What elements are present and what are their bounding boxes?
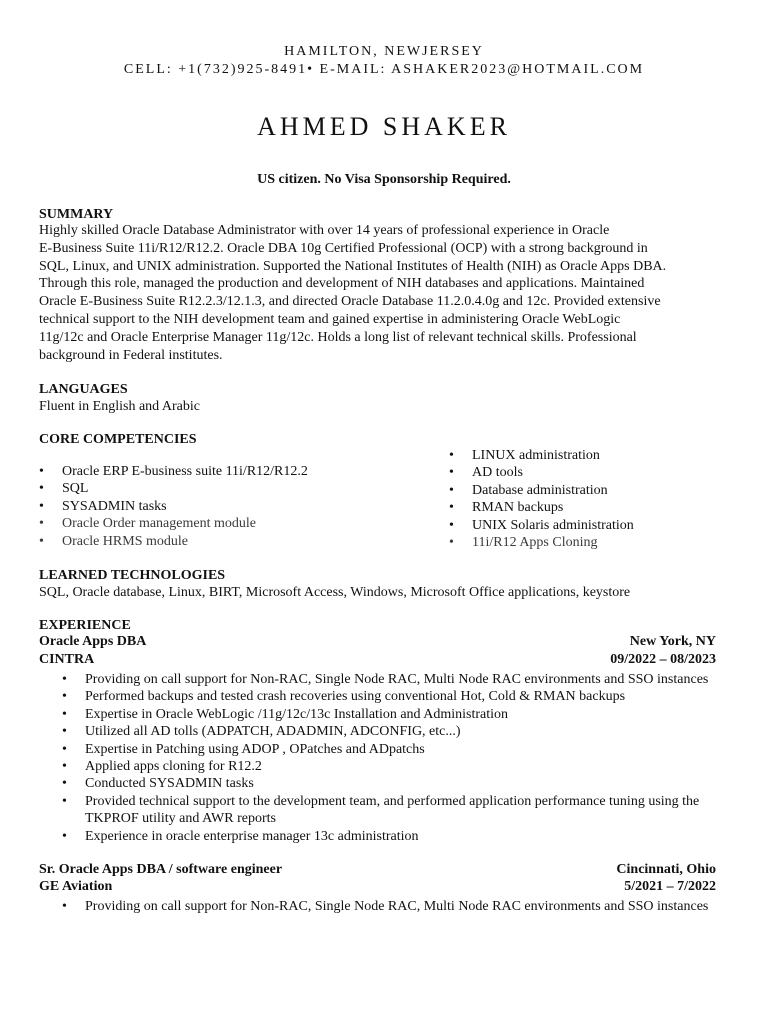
list-item: • RMAN backups xyxy=(449,499,634,516)
summary-line: 11g/12c and Oracle Enterprise Manager 11g/12c. Holds a long list of relevant technical skills. Professional xyxy=(39,329,637,345)
job-dates: 09/2022 – 08/2023 xyxy=(610,652,716,667)
languages-text: Fluent in English and Arabic xyxy=(39,399,200,414)
summary-paragraph xyxy=(39,222,729,364)
summary-line: Oracle E-Business Suite R12.2.3/12.1.3, and directed Oracle Database 11.2.0.4.0g and 12c. Provided extensive xyxy=(39,294,661,310)
contact-line: CELL: +1(732)925-8491• E-MAIL: ASHAKER2023@HOTMAIL.COM xyxy=(123,62,645,77)
job-bullets xyxy=(62,671,722,845)
job-location: Cincinnati, Ohio xyxy=(616,862,716,877)
summary-line: E-Business Suite 11i/R12/R12.2. Oracle DBA 10g Certified Professional (OCP) with a strong background in xyxy=(39,240,648,256)
list-item: • Experience in oracle enterprise manager 13c administration xyxy=(62,828,722,845)
summary-line: Highly skilled Oracle Database Administrator with over 14 years of professional experience in Oracle xyxy=(39,223,610,238)
languages-heading: LANGUAGES xyxy=(39,382,128,397)
citizenship-statement: US citizen. No Visa Sponsorship Required. xyxy=(257,172,511,187)
list-item: • SYSADMIN tasks xyxy=(39,498,308,515)
candidate-name: AHMED SHAKER xyxy=(257,112,511,141)
list-item: • Utilized all AD tolls (ADPATCH, ADADMIN, ADCONFIG, etc...) xyxy=(62,723,722,740)
list-item: • Conducted SYSADMIN tasks xyxy=(62,775,722,792)
competencies-left-list xyxy=(39,463,308,550)
summary-heading: SUMMARY xyxy=(39,207,114,222)
list-item: • Provided technical support to the development team, and performed application performance tuning using the TKPROF utility and AWR reports xyxy=(62,793,722,828)
company-name: GE Aviation xyxy=(39,879,113,894)
job-dates: 5/2021 – 7/2022 xyxy=(624,879,716,894)
list-item: • Expertise in Oracle WebLogic /11g/12c/13c Installation and Administration xyxy=(62,706,722,723)
summary-line: Through this role, managed the production and development of NIH databases and applications. Maintained xyxy=(39,276,645,292)
company-row xyxy=(39,651,716,668)
company-name: CINTRA xyxy=(39,652,95,667)
experience-heading: EXPERIENCE xyxy=(39,618,131,633)
summary-line: background in Federal institutes. xyxy=(39,347,223,363)
location-line: HAMILTON, NEWJERSEY xyxy=(284,44,484,59)
list-item: • Oracle HRMS module xyxy=(39,533,308,550)
company-row xyxy=(39,878,716,895)
summary-line: technical support to the NIH development team and gained expertise in administering Oracle WebLogic xyxy=(39,311,621,327)
list-item: • Oracle Order management module xyxy=(39,515,308,532)
technologies-text: SQL, Oracle database, Linux, BIRT, Microsoft Access, Windows, Microsoft Office applications, keystore xyxy=(39,585,631,600)
technologies-heading: LEARNED TECHNOLOGIES xyxy=(39,568,226,583)
list-item: • Performed backups and tested crash recoveries using conventional Hot, Cold & RMAN backups xyxy=(62,688,722,705)
list-item: • Providing on call support for Non-RAC, Single Node RAC, Multi Node RAC environments and SSO instances xyxy=(62,898,722,915)
summary-line: SQL, Linux, and UNIX administration. Supported the National Institutes of Health (NIH) as Oracle Apps DBA. xyxy=(39,258,667,274)
job-title-row xyxy=(39,633,716,650)
competencies-right-list xyxy=(449,447,634,551)
job-bullets xyxy=(62,898,722,915)
job-title: Oracle Apps DBA xyxy=(39,634,147,649)
list-item: • Applied apps cloning for R12.2 xyxy=(62,758,722,775)
list-item: • Expertise in Patching using ADOP , OPatches and ADpatchs xyxy=(62,741,722,758)
list-item: • LINUX administration xyxy=(449,447,634,464)
list-item: • Database administration xyxy=(449,482,634,499)
list-item: • 11i/R12 Apps Cloning xyxy=(449,534,634,551)
competencies-heading: CORE COMPETENCIES xyxy=(39,432,197,447)
list-item: • UNIX Solaris administration xyxy=(449,517,634,534)
list-item: • AD tools xyxy=(449,464,634,481)
job-title-row xyxy=(39,861,716,878)
list-item: • SQL xyxy=(39,480,308,497)
list-item: • Providing on call support for Non-RAC, Single Node RAC, Multi Node RAC environments and SSO instances xyxy=(62,671,722,688)
job-title: Sr. Oracle Apps DBA / software engineer xyxy=(39,862,283,877)
list-item: • Oracle ERP E-business suite 11i/R12/R12.2 xyxy=(39,463,308,480)
job-location: New York, NY xyxy=(629,634,716,649)
